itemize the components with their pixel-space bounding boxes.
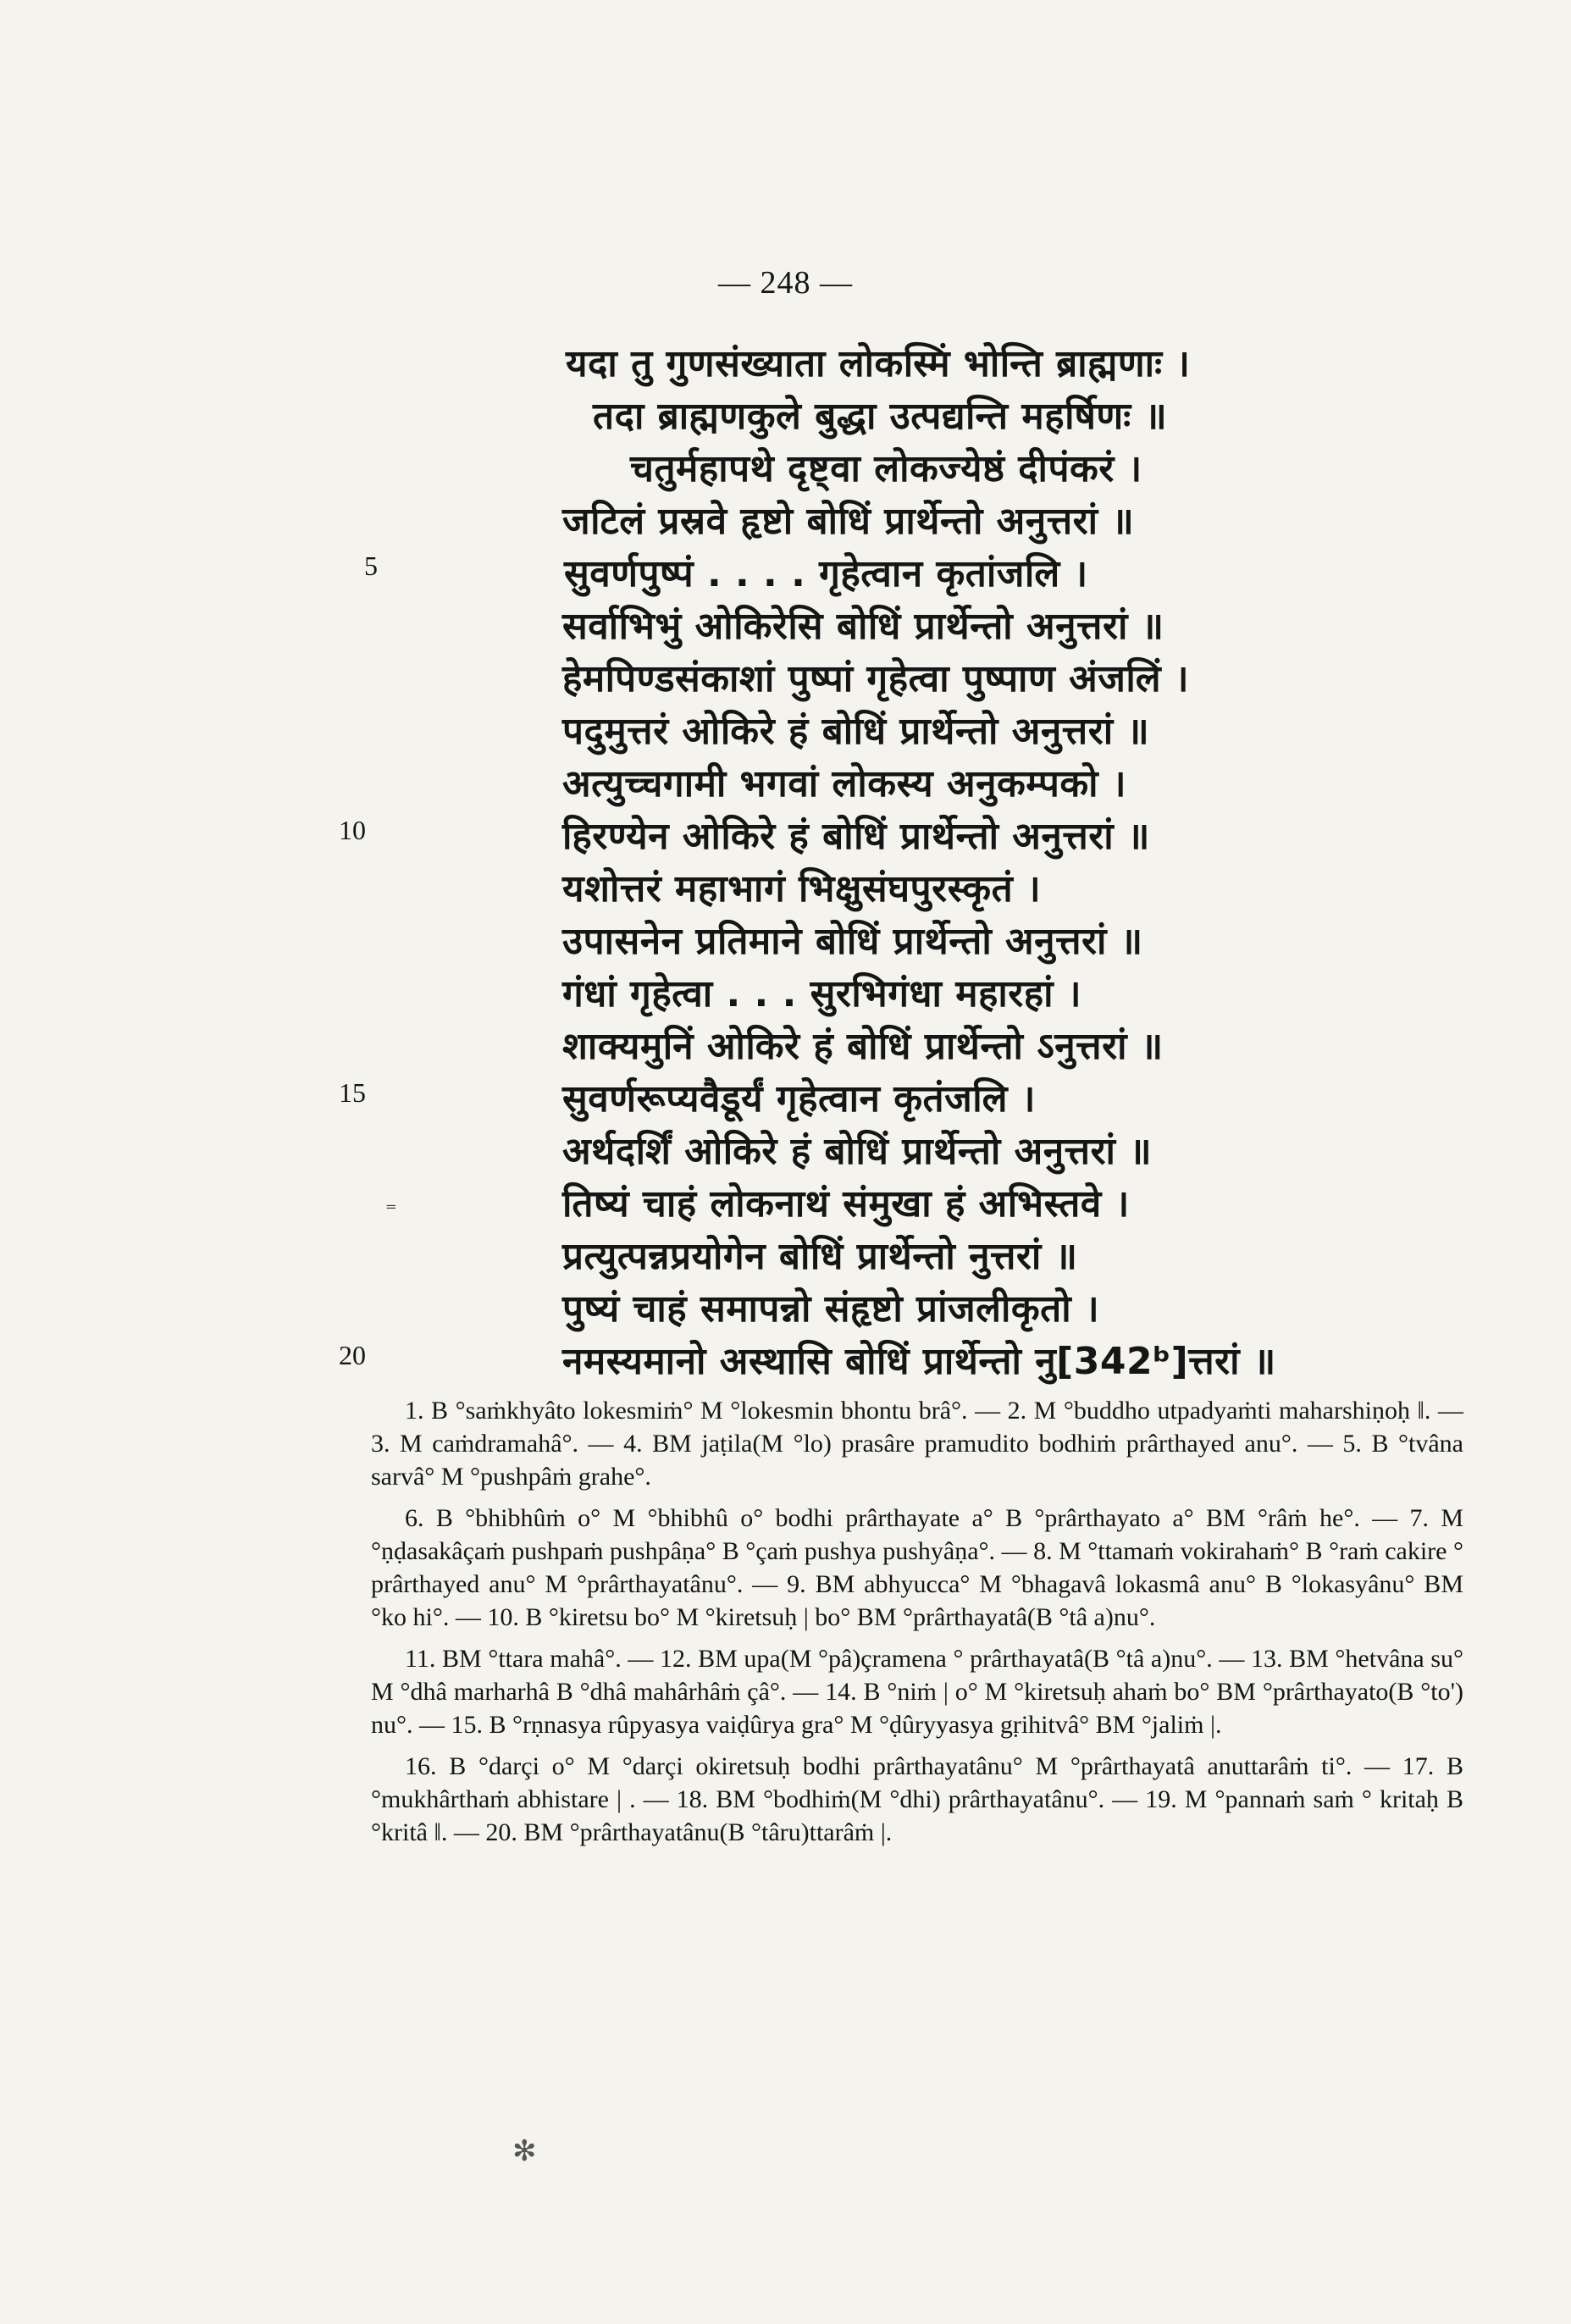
footnote-paragraph: 16. B °darçi o° M °darçi okiretsuḥ bodhi prârthayatânu° M °prârthayatâ anuttarâṁ ti°. — 17. B °mukhârthaṁ abhistare | . — 18. BM °bodhiṁ(M °dhi) prârthayatânu°. — 19. M °pannaṁ saṁ ° kritaḥ B °kritâ ‖. — 20. BM °prârthayatânu(B °târu)ttarâṁ |. [371, 1752, 1463, 1846]
stray-mark: ⁼ [385, 1198, 397, 1224]
footnote-paragraph: 11. BM °ttara mahâ°. — 12. BM upa(M °pâ)çramena ° prârthayatâ(B °tâ a)nu°. — 13. BM °hetvâna su° M °dhâ marharhâ B °dhâ mahârhâṁ çâ°. — 14. B °niṁ | o° M °kiretsuḥ ahaṁ bo° BM °prârthayato(B °to') nu°. — 15. B °rṇnasya rûpyasya vaiḍûrya gra° M °ḍûryyasya gṛihitvâ° BM °jaliṁ |. [371, 1645, 1463, 1739]
page-number: — 248 — [718, 265, 853, 301]
verse-line: पुष्यं चाहं समापन्नो संहृष्टो प्रांजलीकृतो । [562, 1287, 1100, 1331]
verse-line: प्रत्युत्पन्नप्रयोगेन बोधिं प्रार्थेन्तो नुत्तरां ॥ [562, 1235, 1078, 1278]
verse-line: यदा तु गुणसंख्याता लोकस्मिं भोन्ति ब्राह्मणाः । [566, 342, 1191, 385]
line-number: 10 [339, 815, 366, 845]
verse-line: जटिलं प्रस्रवे हृष्टो बोधिं प्रार्थेन्तो अनुत्तरां ॥ [562, 500, 1135, 543]
footnote-paragraph: 6. B °bhibhûṁ o° M °bhibhû o° bodhi prârthayate a° B °prârthayato a° BM °râṁ he°. — 7. M °ṇḍasakâçaṁ pushpaṁ pushpâṇa° B °çaṁ pushya pushyâṇa°. — 8. M °ttamaṁ vokirahaṁ° B °raṁ cakire ° prârthayed anu° M °prârthayatânu°. — 9. BM abhyucca° M °bhagavâ lokasmâ anu° B °lokasyânu° BM °ko hi°. — 10. B °kiretsu bo° M °kiretsuḥ | bo° BM °prârthayatâ(B °tâ a)nu°. [371, 1504, 1463, 1631]
line-number: 20 [339, 1340, 366, 1370]
verse-line: हिरण्येन ओकिरे हं बोधिं प्रार्थेन्तो अनुत्तरां ॥ [562, 815, 1150, 858]
verse-line: सुवर्णरूप्यवैडूर्यं गृहेत्वान कृतंजलि । [562, 1077, 1036, 1120]
line-number: 15 [339, 1077, 366, 1108]
line-number: 5 [364, 551, 378, 581]
footnotes [371, 1394, 1463, 1857]
verse-line: अत्युच्चगामी भगवां लोकस्य अनुकम्पको । [562, 762, 1127, 805]
ornament-icon: ✻ [512, 2134, 537, 2168]
verse-line: हेमपिण्डसंकाशां पुष्पां गृहेत्वा पुष्पाण अंजलिं । [562, 657, 1190, 700]
verse-line: शाक्यमुनिं ओकिरे हं बोधिं प्रार्थेन्तो ऽनुत्तरां ॥ [562, 1025, 1164, 1068]
verse-line: पदुमुत्तरं ओकिरे हं बोधिं प्रार्थेन्तो अनुत्तरां ॥ [562, 710, 1150, 753]
verse-line: सर्वाभिभुं ओकिरेसि बोधिं प्रार्थेन्तो अनुत्तरां ॥ [562, 605, 1164, 648]
verse-line: अर्थदर्शिं ओकिरे हं बोधिं प्रार्थेन्तो अनुत्तरां ॥ [562, 1130, 1153, 1173]
verse-line: उपासनेन प्रतिमाने बोधिं प्रार्थेन्तो अनुत्तरां ॥ [562, 920, 1143, 963]
verse-line: सुवर्णपुष्पं . . . . गृहेत्वान कृतांजलि । [564, 552, 1088, 595]
verse-line: चतुर्महापथे दृष्ट्वा लोकज्येष्ठं दीपंकरं । [630, 447, 1142, 490]
verse-line: गंधां गृहेत्वा . . . सुरभिगंधा महारहां । [562, 972, 1082, 1015]
verse-line: नमस्यमानो अस्थासि बोधिं प्रार्थेन्तो नु[342ᵇ]त्तरां ॥ [562, 1340, 1276, 1383]
verse-line: यशोत्तरं महाभागं भिक्षुसंघपुरस्कृतं । [562, 867, 1042, 910]
footnote-paragraph: 1. B °saṁkhyâto lokesmiṁ° M °lokesmin bhontu brâ°. — 2. M °buddho utpadyaṁti maharshiṇoḥ ‖. — 3. M caṁdramahâ°. — 4. BM jaṭila(M °lo) prasâre pramudito bodhiṁ prârthayed anu°. — 5. B °tvâna sarvâ° M °pushpâṁ grahe°. [371, 1397, 1463, 1491]
verse-line: तदा ब्राह्मणकुले बुद्धा उत्पद्यन्ति महर्षिणः ॥ [593, 395, 1168, 438]
verse-line: तिष्यं चाहं लोकनाथं संमुखा हं अभिस्तवे । [562, 1182, 1130, 1226]
